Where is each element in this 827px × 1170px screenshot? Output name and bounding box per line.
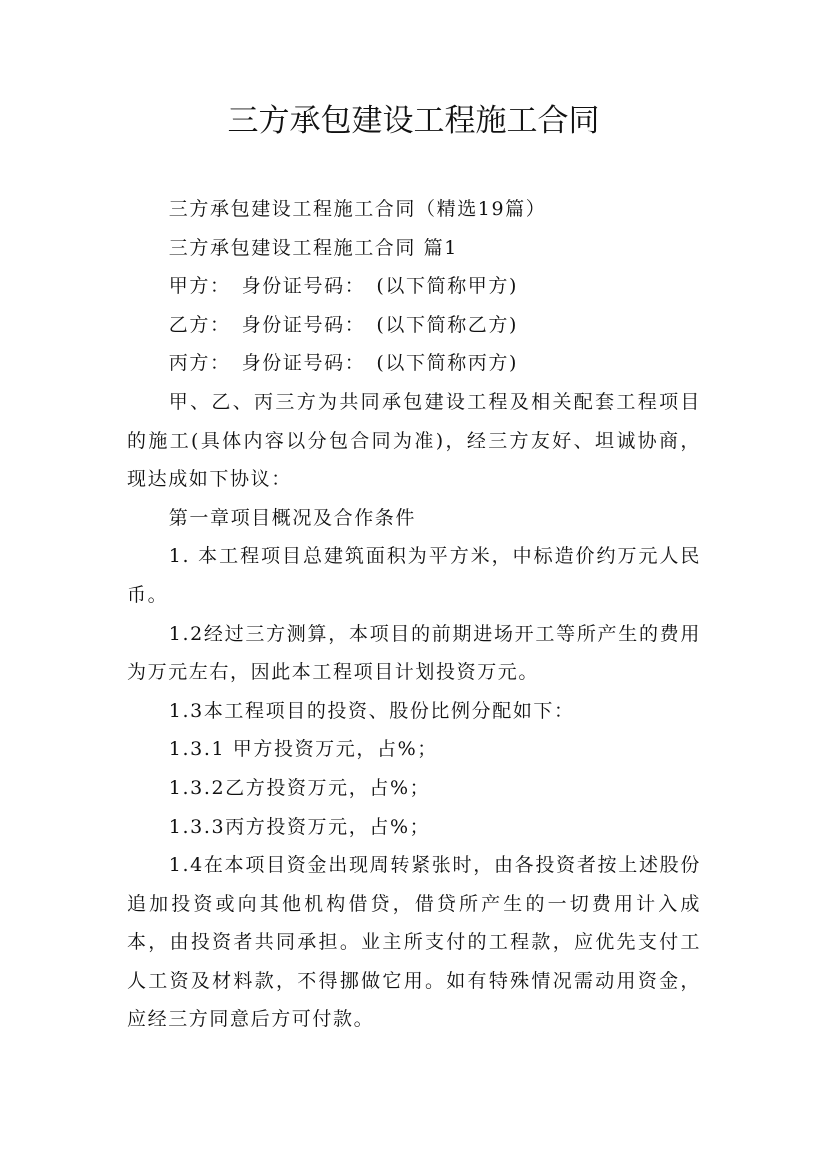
document-body (127, 190, 701, 1039)
paragraph-clause-1-4: 1.4在本项目资金出现周转紧张时，由各投资者按上述股份追加投资或向其他机构借贷，借贷所产生的一切费用计入成本，由投资者共同承担。业主所支付的工程款，应优先支付工人工资及材料款，不得挪做它用。如有特殊情况需动用资金，应经三方同意后方可付款。 (127, 854, 701, 1031)
paragraph-party-b: 乙方： 身份证号码： (以下简称乙方) (168, 313, 519, 336)
paragraph-clause-1-2: 1.2经过三方测算，本项目的前期进场开工等所产生的费用为万元左右，因此本工程项目计划投资万元。 (127, 622, 701, 684)
paragraph-party-a: 甲方： 身份证号码： (以下简称甲方) (168, 275, 519, 298)
paragraph-party-c: 丙方： 身份证号码： (以下简称丙方) (168, 352, 519, 375)
paragraph-clause-1-1: 1. 本工程项目总建筑面积为平方米，中标造价约万元人民币。 (127, 545, 701, 606)
paragraph-clause-1-3-1: 1.3.1 甲方投资万元，占%； (168, 738, 438, 761)
paragraph-subtitle: 三方承包建设工程施工合同（精选19篇） (168, 198, 547, 220)
paragraph-section-heading: 三方承包建设工程施工合同 篇1 (168, 236, 458, 259)
paragraph-chapter-1: 第一章项目概况及合作条件 (168, 506, 416, 529)
paragraph-clause-1-3-3: 1.3.3丙方投资万元，占%； (168, 815, 431, 838)
document-title: 三方承包建设工程施工合同 (227, 103, 600, 139)
paragraph-clause-1-3: 1.3本工程项目的投资、股份比例分配如下： (168, 699, 575, 722)
paragraph-preamble: 甲、乙、丙三方为共同承包建设工程及相关配套工程项目的施工(具体内容以分包合同为准)，经三方友好、坦诚协商，现达成如下协议： (127, 390, 701, 491)
paragraph-clause-1-3-2: 1.3.2乙方投资万元，占%； (168, 776, 431, 799)
